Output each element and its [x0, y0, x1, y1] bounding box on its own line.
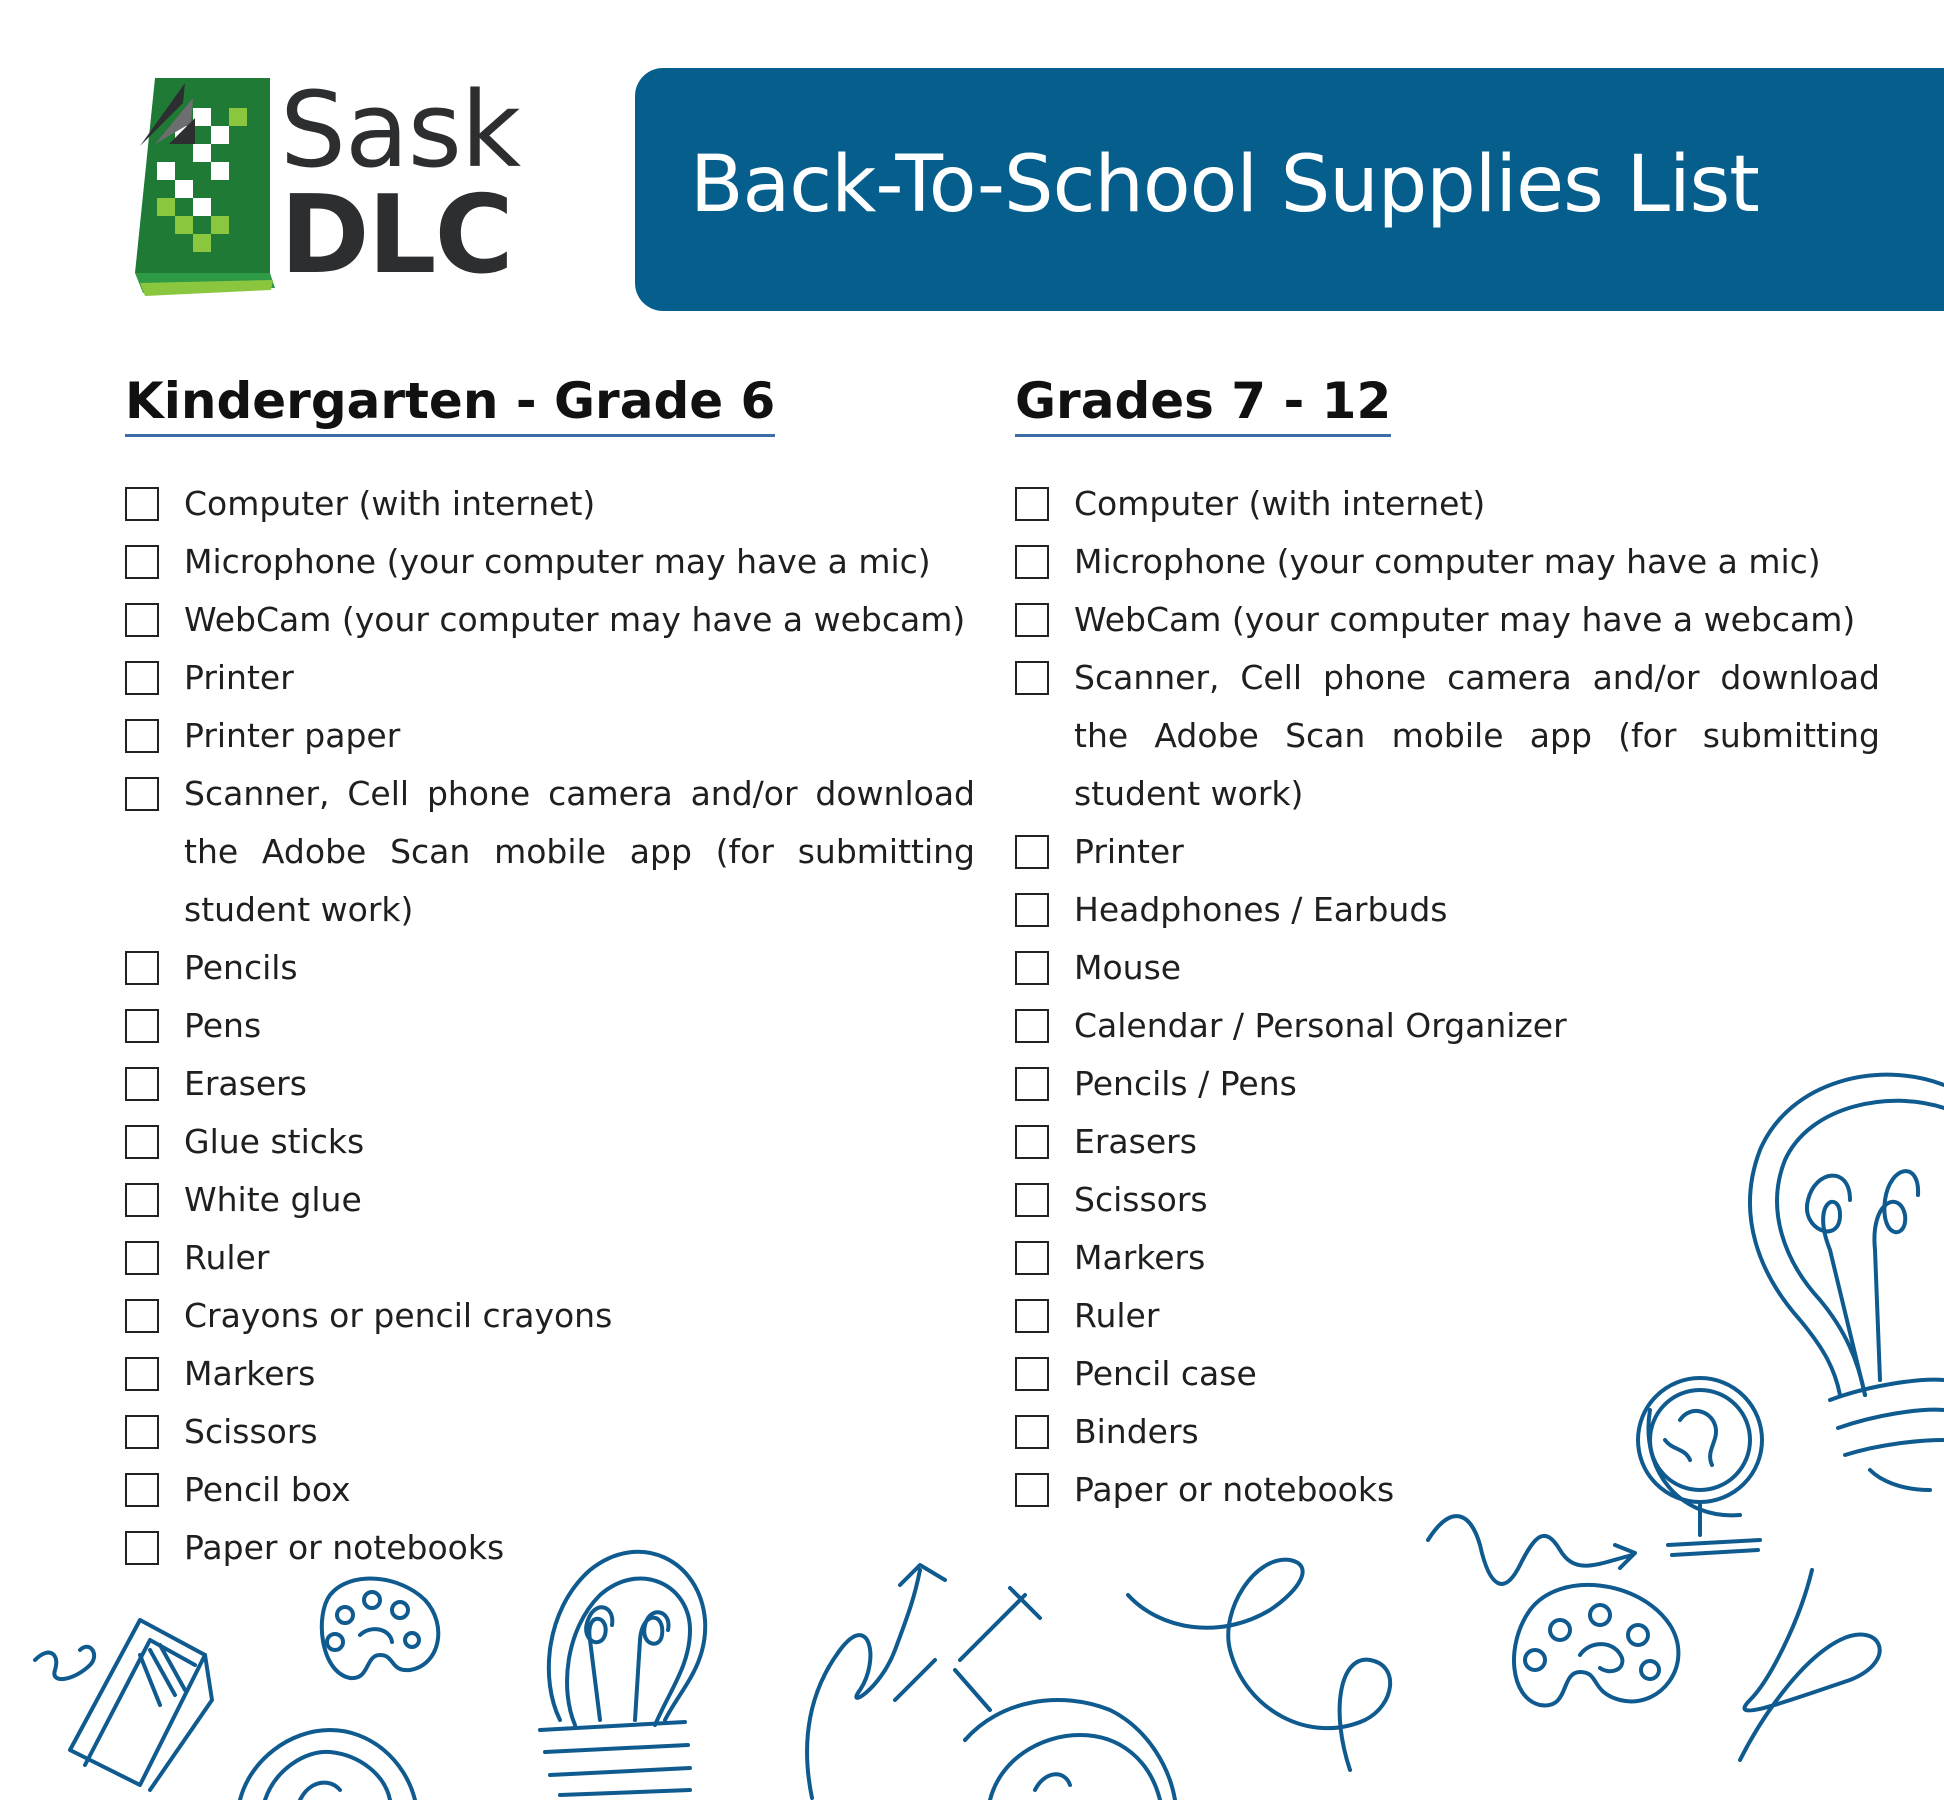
checkbox[interactable]	[125, 719, 159, 753]
checklist-item-label: Erasers	[1074, 1122, 1197, 1161]
checklist-item-label: Pencil case	[1074, 1354, 1257, 1393]
checkbox[interactable]	[1015, 1067, 1049, 1101]
column-7-12	[1015, 370, 1880, 1519]
checkbox[interactable]	[125, 661, 159, 695]
checkbox[interactable]	[1015, 893, 1049, 927]
checkbox[interactable]	[125, 777, 159, 811]
checklist-item-label: Printer	[184, 658, 294, 697]
checklist-item-label: Glue sticks	[184, 1122, 365, 1161]
checklist-item-label: WebCam (your computer may have a webcam)	[184, 600, 966, 639]
checklist-item	[1015, 1229, 1880, 1287]
checklist-item	[125, 1113, 975, 1171]
column-heading-k-6: Kindergarten - Grade 6	[125, 370, 775, 437]
lightbulb-small-icon	[540, 1552, 705, 1795]
checklist-item	[1015, 1345, 1880, 1403]
logo-dlc-text: DLC	[280, 173, 512, 298]
supplies-list-k-6	[125, 475, 975, 1577]
checklist-item-label: Scissors	[1074, 1180, 1208, 1219]
paint-palette-small-icon	[322, 1579, 438, 1679]
checkbox[interactable]	[1015, 1299, 1049, 1333]
checklist-item	[125, 707, 975, 765]
checkbox[interactable]	[125, 1009, 159, 1043]
checklist-item-label: Pencils	[184, 948, 298, 987]
checkbox[interactable]	[1015, 1009, 1049, 1043]
checklist-item	[1015, 881, 1880, 939]
page-title: Back-To-School Supplies List	[690, 140, 1759, 230]
checklist-item	[1015, 939, 1880, 997]
checkbox[interactable]	[1015, 835, 1049, 869]
checklist-item-label: Pencil box	[184, 1470, 351, 1509]
checkbox[interactable]	[1015, 1125, 1049, 1159]
checkbox[interactable]	[1015, 603, 1049, 637]
globe-partial-icon	[240, 1730, 415, 1800]
checklist-item-label: Pencils / Pens	[1074, 1064, 1297, 1103]
checkbox[interactable]	[125, 1183, 159, 1217]
checklist-item	[125, 1403, 975, 1461]
checkbox[interactable]	[1015, 1473, 1049, 1507]
checklist-item-label: Scanner, Cell phone camera and/or download the Adobe Scan mobile app (for submitting student work)	[184, 774, 975, 929]
paint-palette-icon	[1514, 1585, 1678, 1706]
checklist-item-label: Crayons or pencil crayons	[184, 1296, 613, 1335]
checklist-item-label: Markers	[1074, 1238, 1206, 1277]
checklist-item-label: WebCam (your computer may have a webcam)	[1074, 600, 1856, 639]
checklist-item	[125, 1287, 975, 1345]
checklist-item-label: Erasers	[184, 1064, 307, 1103]
checklist-item	[125, 1345, 975, 1403]
checklist-item	[125, 1229, 975, 1287]
checklist-item-label: Pens	[184, 1006, 262, 1045]
checkbox[interactable]	[1015, 661, 1049, 695]
checklist-item	[125, 591, 975, 649]
checklist-item	[125, 649, 975, 707]
checklist-item	[125, 475, 975, 533]
checkbox[interactable]	[125, 1415, 159, 1449]
checkbox[interactable]	[1015, 1241, 1049, 1275]
checklist-item-label: Printer	[1074, 832, 1184, 871]
checkbox[interactable]	[1015, 487, 1049, 521]
checkbox[interactable]	[1015, 545, 1049, 579]
checklist-item	[125, 1461, 975, 1519]
checklist-item	[125, 533, 975, 591]
checkbox[interactable]	[125, 487, 159, 521]
checklist-item-label: Microphone (your computer may have a mic)	[1074, 542, 1821, 581]
checkbox[interactable]	[125, 603, 159, 637]
checklist-item-label: Computer (with internet)	[184, 484, 596, 523]
checkbox[interactable]	[125, 1357, 159, 1391]
checkbox[interactable]	[1015, 1415, 1049, 1449]
checklist-item	[125, 997, 975, 1055]
title-banner	[635, 68, 1944, 311]
checklist-item-label: Calendar / Personal Organizer	[1074, 1006, 1567, 1045]
logo-sask-text: Sask	[280, 69, 521, 191]
checklist-item-label: Mouse	[1074, 948, 1182, 987]
checklist-item-label: Ruler	[1074, 1296, 1160, 1335]
checklist-item-label: Computer (with internet)	[1074, 484, 1486, 523]
checklist-item-label: Microphone (your computer may have a mic)	[184, 542, 931, 581]
checklist-item-label: Printer paper	[184, 716, 401, 755]
checkbox[interactable]	[125, 1473, 159, 1507]
checkbox[interactable]	[1015, 1357, 1049, 1391]
column-k-6	[125, 370, 975, 1577]
checklist-item	[1015, 1461, 1880, 1519]
notebook-icon	[35, 1620, 212, 1790]
globe-large-icon	[895, 1588, 1175, 1800]
checklist-item	[1015, 1113, 1880, 1171]
checklist-item	[1015, 997, 1880, 1055]
checklist-item	[1015, 1171, 1880, 1229]
loop-swirl-icon	[1128, 1560, 1390, 1770]
checklist-item	[1015, 1403, 1880, 1461]
checklist-item	[1015, 1055, 1880, 1113]
checkbox[interactable]	[125, 545, 159, 579]
swirl-icon	[1740, 1570, 1880, 1760]
checklist-item	[1015, 1287, 1880, 1345]
checklist-item-label: Ruler	[184, 1238, 270, 1277]
checklist-item	[1015, 649, 1880, 823]
checklist-item	[125, 1519, 975, 1577]
checklist-item-label: Scanner, Cell phone camera and/or download the Adobe Scan mobile app (for submitting student work)	[1074, 658, 1880, 813]
checklist-item-label: Paper or notebooks	[184, 1528, 505, 1567]
checkbox[interactable]	[125, 1241, 159, 1275]
checklist-item	[125, 939, 975, 997]
checkbox[interactable]	[1015, 1183, 1049, 1217]
checkbox[interactable]	[125, 1067, 159, 1101]
checklist-item-label: Paper or notebooks	[1074, 1470, 1395, 1509]
checklist-item	[1015, 533, 1880, 591]
checklist-item	[125, 1055, 975, 1113]
checkbox[interactable]	[125, 1299, 159, 1333]
checklist-item-label: Headphones / Earbuds	[1074, 890, 1448, 929]
checklist-item	[125, 1171, 975, 1229]
checkbox[interactable]	[125, 1531, 159, 1565]
checklist-item-label: White glue	[184, 1180, 362, 1219]
swoosh-icon	[135, 78, 195, 148]
checkbox[interactable]	[1015, 951, 1049, 985]
checklist-item	[125, 765, 975, 939]
checklist-item-label: Markers	[184, 1354, 316, 1393]
checklist-item-label: Scissors	[184, 1412, 318, 1451]
checkbox[interactable]	[125, 1125, 159, 1159]
checklist-item-label: Binders	[1074, 1412, 1199, 1451]
supplies-list-7-12	[1015, 475, 1880, 1519]
checkbox[interactable]	[125, 951, 159, 985]
column-heading-7-12: Grades 7 - 12	[1015, 370, 1391, 437]
sask-dlc-logo	[135, 69, 555, 298]
curvy-arrow-icon	[807, 1565, 945, 1798]
checklist-item	[1015, 475, 1880, 533]
checklist-item	[1015, 591, 1880, 649]
squiggle-arrow-icon	[1428, 1516, 1635, 1584]
checklist-item	[1015, 823, 1880, 881]
